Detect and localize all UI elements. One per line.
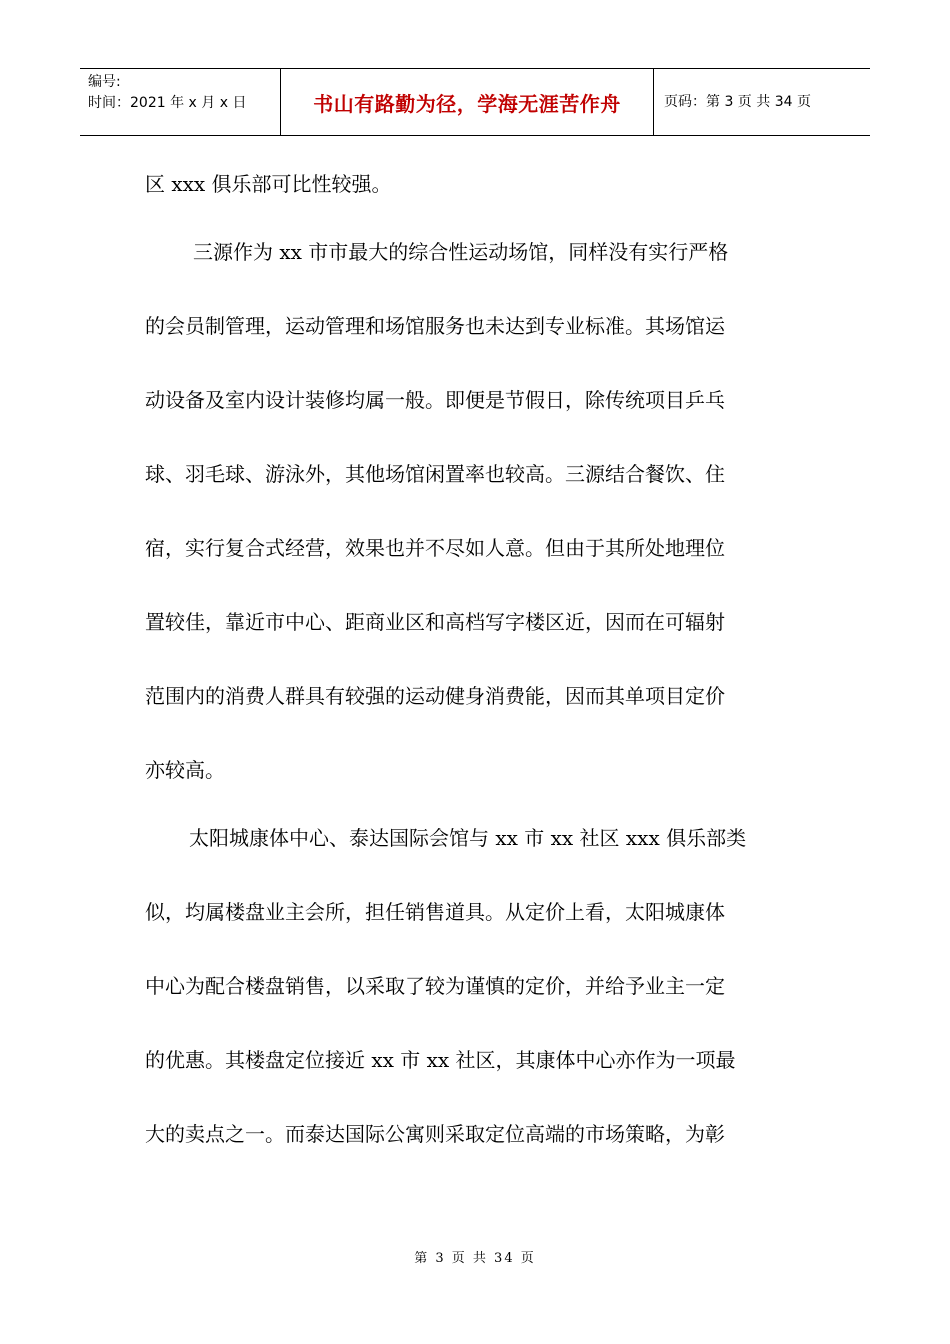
line: 大的卖点之一。而泰达国际公寓则采取定位高端的市场策略，为彰 [145,1122,725,1146]
header-motto: 书山有路勤为径，学海无涯苦作舟 [313,91,621,116]
line: 范围内的消费人群具有较强的运动健身消费能，因而其单项目定价 [145,684,725,708]
line: 的优惠。其楼盘定位接近 xx 市 xx 社区，其康体中心亦作为一项最 [145,1048,736,1072]
line: 置较佳，靠近市中心、距商业区和高档写字楼区近，因而在可辐射 [145,610,725,634]
line: 的会员制管理，运动管理和场馆服务也未达到专业标准。其场馆运 [145,314,725,338]
line: 似，均属楼盘业主会所，担任销售道具。从定价上看，太阳城康体 [145,900,725,924]
header-motto-cell [281,69,654,135]
number-label: 编号: [88,74,121,90]
line: 亦较高。 [145,758,225,782]
date-label: 时间：2021 年 x 月 x 日 [88,95,247,111]
header-meta [80,69,281,135]
document-header [80,68,870,136]
line: 太阳城康体中心、泰达国际会馆与 xx 市 xx 社区 xxx 俱乐部类 [189,826,747,850]
header-page-label: 页码：第 3 页 共 34 页 [664,93,811,110]
line: 球、羽毛球、游泳外，其他场馆闲置率也较高。三源结合餐饮、住 [145,462,725,486]
line: 中心为配合楼盘销售，以采取了较为谨慎的定价，并给予业主一定 [145,974,725,998]
line: 三源作为 xx 市市最大的综合性运动场馆，同样没有实行严格 [193,240,729,264]
line: 区 xxx 俱乐部可比性较强。 [145,172,392,196]
header-page-cell [654,69,870,135]
page-footer: 第 3 页 共 34 页 [414,1251,536,1266]
line: 宿，实行复合式经营，效果也并不尽如人意。但由于其所处地理位 [145,536,725,560]
line: 动设备及室内设计装修均属一般。即便是节假日，除传统项目乒乓 [145,388,725,412]
